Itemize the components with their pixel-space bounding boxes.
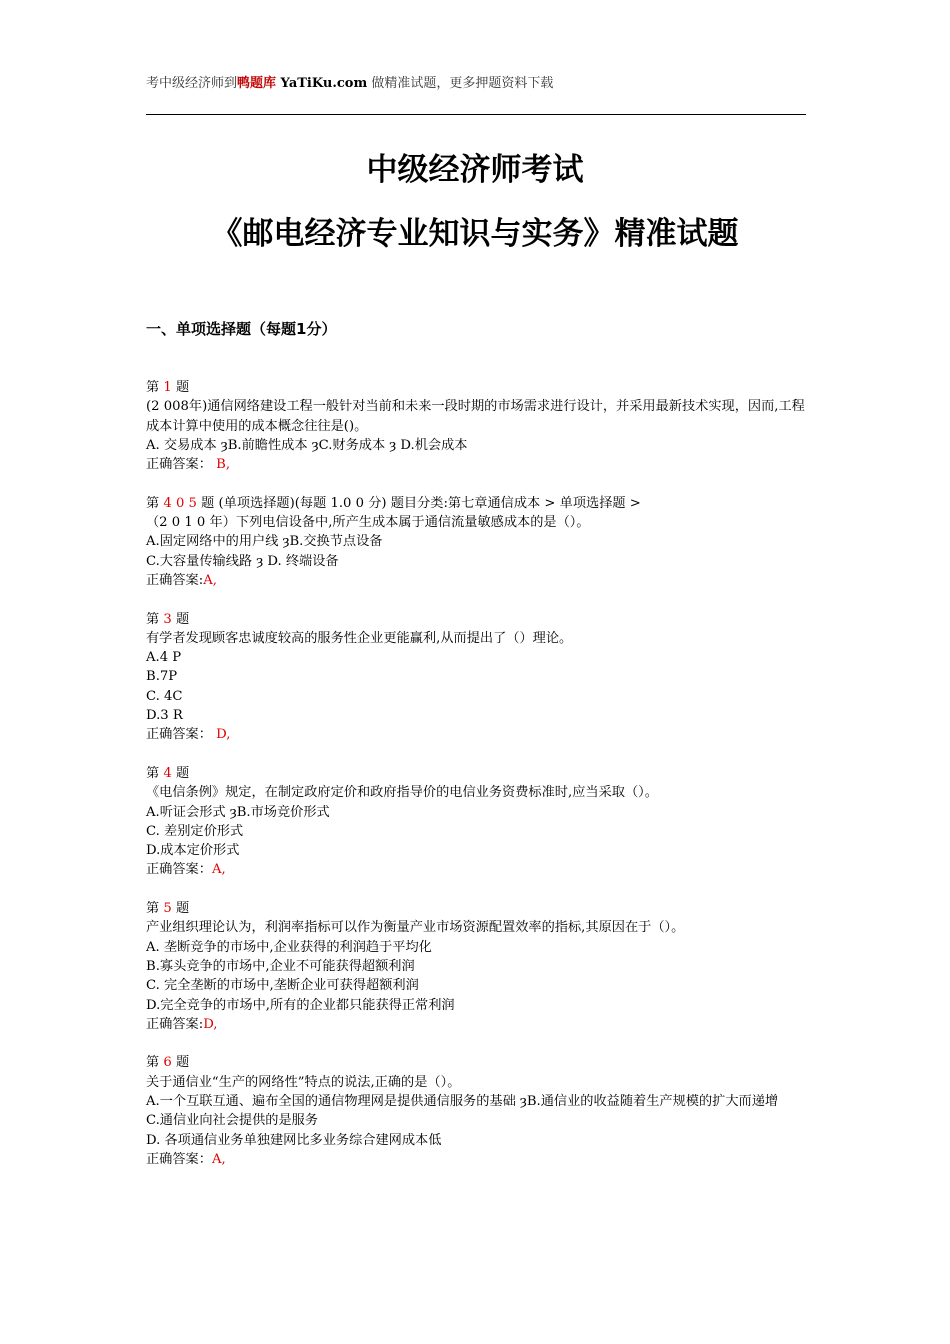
section-heading: 一、单项选择题（每题1分）: [146, 320, 337, 338]
header-prefix: 考中级经济师到: [146, 76, 238, 91]
question-option: A.4 P: [146, 650, 182, 666]
question: [146, 610, 806, 745]
question-option: D.3 R: [146, 708, 183, 724]
question-option: A. 交易成本 ȝB.前瞻性成本 ȝC.财务成本 ȝ D.机会成本: [146, 437, 468, 453]
question-list: [146, 378, 806, 1188]
question-number: 第 5 题: [146, 901, 190, 917]
question-option: C. 差别定价形式: [146, 823, 244, 839]
question-option: C.通信业向社会提供的是服务: [146, 1113, 319, 1129]
question: [146, 899, 806, 1034]
question-number: 第 3 题: [146, 611, 190, 627]
question-option: C. 4C: [146, 688, 183, 704]
question-number: 第 1 题: [146, 380, 190, 395]
question-option: A.一个互联互通、遍布全国的通信物理网是提供通信服务的基础 ȝB.通信业的收益随着生产规模的扩大而递增: [146, 1093, 779, 1109]
document-subtitle: 《邮电经济专业知识与实务》精准试题: [211, 216, 739, 252]
question-option: C.大容量传输线路 ȝ D. 终端设备: [146, 553, 339, 569]
question-text: 关于通信业“生产的网络性”特点的说法,正确的是（）。: [146, 1074, 461, 1090]
header-divider: [146, 114, 806, 115]
question-number: 第 4 0 5 题 (单项选择题)(每题 1.0 0 分) 题目分类:第七章通信成本 > 单项选择题 >: [146, 495, 641, 511]
question: [146, 1053, 806, 1169]
question-answer: 正确答案： B,: [146, 457, 231, 473]
question-number: 第 6 题: [146, 1055, 190, 1071]
header-site-link[interactable]: YaTiKu.com: [276, 76, 368, 91]
question-option: A.听证会形式 ȝB.市场竞价形式: [146, 804, 330, 820]
question-answer: 正确答案： D,: [146, 727, 231, 743]
question-text: （2 0 1 0 年）下列电信设备中,所产生成本属于通信流量敏感成本的是（）。: [146, 515, 590, 531]
question-option: D.完全竞争的市场中,所有的企业都只能获得正常利润: [146, 997, 455, 1013]
page-header: [146, 72, 553, 91]
question: [146, 378, 806, 474]
question-option: D.成本定价形式: [146, 843, 240, 859]
question-option: B.7P: [146, 669, 178, 685]
document-title: 中级经济师考试: [366, 152, 584, 188]
question-answer: 正确答案：A,: [146, 862, 226, 878]
header-brand: 鸭题库: [237, 76, 277, 91]
question-number: 第 4 题: [146, 765, 190, 781]
question-option: D. 各项通信业务单独建网比多业务综合建网成本低: [146, 1132, 442, 1148]
question-option: C. 完全垄断的市场中,垄断企业可获得超额利润: [146, 978, 419, 994]
question: [146, 494, 806, 590]
question-answer: 正确答案:D,: [146, 1016, 218, 1032]
question-option: B.寡头竞争的市场中,企业不可能获得超额利润: [146, 958, 415, 974]
question: [146, 764, 806, 880]
question-option: A.固定网络中的用户线 ȝB.交换节点设备: [146, 534, 383, 550]
question-option: A. 垄断竞争的市场中,企业获得的利润趋于平均化: [146, 939, 432, 955]
question-text: 产业组织理论认为，利润率指标可以作为衡量产业市场资源配置效率的指标,其原因在于（）。: [146, 920, 685, 936]
question-answer: 正确答案:A,: [146, 572, 217, 588]
question-text: (2 008年)通信网络建设工程一般针对当前和未来一段时期的市场需求进行设计，并采用最新技术实现，因而,工程成本计算中使用的成本概念往往是()。: [146, 399, 805, 434]
question-answer: 正确答案：A,: [146, 1151, 226, 1167]
question-text: 有学者发现顾客忠诚度较高的服务性企业更能赢利,从而提出了（）理论。: [146, 630, 573, 646]
question-text: 《电信条例》规定，在制定政府定价和政府指导价的电信业务资费标准时,应当采取（）。: [146, 785, 658, 801]
header-suffix: 做精准试题，更多押题资料下载: [367, 76, 554, 91]
